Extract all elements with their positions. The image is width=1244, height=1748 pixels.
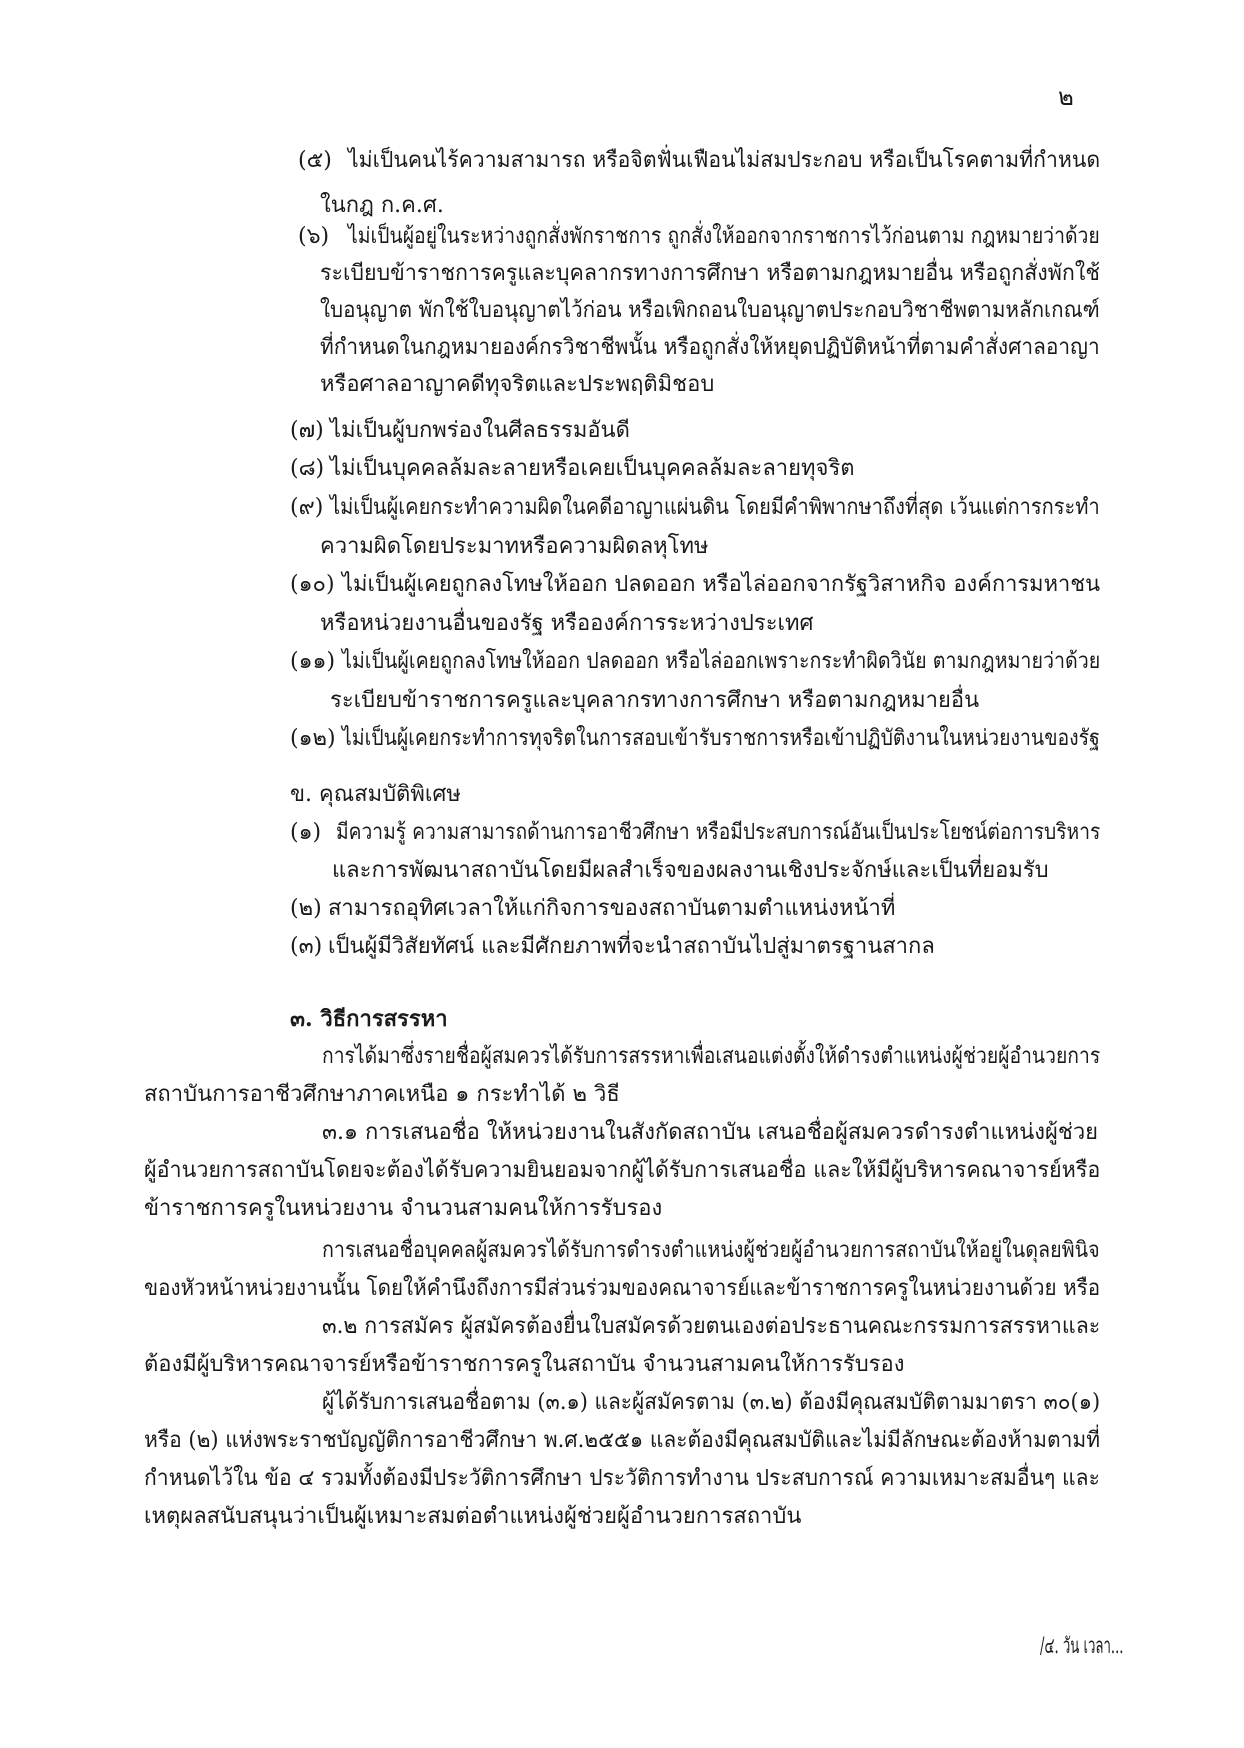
section-heading: ข. คุณสมบัติพิเศษ bbox=[290, 782, 461, 807]
item-text: ในกฎ ก.ค.ศ. bbox=[320, 193, 444, 218]
paragraph-line: กำหนดไว้ใน ข้อ ๔ รวมทั้งต้องมีประวัติการศึกษา ประวัติการทำงาน ประสบการณ์ ความเหมาะสมอื่นๆ และ bbox=[144, 1466, 1100, 1491]
item-number: (๖) bbox=[298, 224, 330, 249]
item-text: ไม่เป็นผู้อยู่ในระหว่างถูกสั่งพักราชการ ถูกสั่งให้ออกจากราชการไว้ก่อนตาม กฎหมายว่าด้วย bbox=[348, 224, 1100, 249]
next-page-reference: /๔. วัน เวลา... bbox=[1040, 1634, 1124, 1659]
item-text: ไม่เป็นผู้เคยกระทำความผิดในคดีอาญาแผ่นดิน โดยมีคำพิพากษาถึงที่สุด เว้นแต่การกระทำ bbox=[330, 495, 1100, 520]
item-text: สามารถอุทิศเวลาให้แก่กิจการของสถาบันตามตำแหน่งหน้าที่ bbox=[328, 896, 896, 921]
item-text: ความผิดโดยประมาทหรือความผิดลหุโทษ bbox=[320, 534, 709, 559]
item-number: (๑๒) bbox=[290, 726, 336, 751]
item-number: (๙) bbox=[290, 495, 324, 520]
item-number: (๘) bbox=[290, 456, 325, 481]
item-text: ไม่เป็นคนไร้ความสามารถ หรือจิตฟั่นเฟือนไม่สมประกอบ หรือเป็นโรคตามที่กำหนด bbox=[348, 148, 1101, 173]
item-number: (๑) bbox=[290, 820, 322, 845]
item-number: (๑๐) bbox=[290, 572, 335, 597]
item-text: มีความรู้ ความสามารถด้านการอาชีวศึกษา หรือมีประสบการณ์อันเป็นประโยชน์ต่อการบริหาร bbox=[336, 820, 1101, 845]
paragraph-line: หรือ (๒) แห่งพระราชบัญญัติการอาชีวศึกษา พ.ศ.๒๕๕๑ และต้องมีคุณสมบัติและไม่มีลักษณะต้องห้ามตามที่ bbox=[144, 1428, 1101, 1453]
paragraph-line: การได้มาซึ่งรายชื่อผู้สมควรได้รับการสรรหาเพื่อเสนอแต่งตั้งให้ดำรงตำแหน่งผู้ช่วยผู้อำนวยการ bbox=[322, 1044, 1101, 1069]
item-number: (๗) bbox=[290, 418, 324, 443]
paragraph-line: สถาบันการอาชีวศึกษาภาคเหนือ ๑ กระทำได้ ๒ วิธี bbox=[144, 1082, 620, 1107]
item-text: ไม่เป็นผู้เคยถูกลงโทษให้ออก ปลดออก หรือไล่ออกเพราะกระทำผิดวินัย ตามกฎหมายว่าด้วย bbox=[342, 649, 1101, 674]
item-text: ระเบียบข้าราชการครูและบุคลากรทางการศึกษา หรือตามกฎหมายอื่น bbox=[330, 688, 980, 713]
item-number: (๓) bbox=[290, 934, 323, 959]
item-number: (๑๑) bbox=[290, 649, 336, 674]
paragraph-line: ๓.๑ การเสนอชื่อ ให้หน่วยงานในสังกัดสถาบัน เสนอชื่อผู้สมควรดำรงตำแหน่งผู้ช่วย bbox=[322, 1120, 1099, 1145]
item-text: ใบอนุญาต พักใช้ใบอนุญาตไว้ก่อน หรือเพิกถอนใบอนุญาตประกอบวิชาชีพตามหลักเกณฑ์ bbox=[320, 298, 1100, 323]
paragraph-line: ต้องมีผู้บริหารคณาจารย์หรือข้าราชการครูในสถาบัน จำนวนสามคนให้การรับรอง bbox=[144, 1352, 905, 1377]
paragraph-line: ของหัวหน้าหน่วยงานนั้น โดยให้คำนึงถึงการมีส่วนร่วมของคณาจารย์และข้าราชการครูในหน่วยงานด้วย หรือ bbox=[144, 1276, 1101, 1301]
item-text: หรือหน่วยงานอื่นของรัฐ หรือองค์การระหว่างประเทศ bbox=[320, 611, 814, 636]
paragraph-line: ๓.๒ การสมัคร ผู้สมัครต้องยื่นใบสมัครด้วยตนเองต่อประธานคณะกรรมการสรรหาและ bbox=[322, 1314, 1101, 1339]
paragraph-line: ผู้อำนวยการสถาบันโดยจะต้องได้รับความยินยอมจากผู้ได้รับการเสนอชื่อ และให้มีผู้บริหารคณาจารย์หรือ bbox=[144, 1158, 1101, 1183]
item-number: (๒) bbox=[290, 896, 322, 921]
paragraph-line: เหตุผลสนับสนุนว่าเป็นผู้เหมาะสมต่อตำแหน่งผู้ช่วยผู้อำนวยการสถาบัน bbox=[144, 1504, 802, 1529]
paragraph-line: การเสนอชื่อบุคคลผู้สมควรได้รับการดำรงตำแหน่งผู้ช่วยผู้อำนวยการสถาบันให้อยู่ในดุลยพินิจ bbox=[322, 1238, 1100, 1263]
item-text: และการพัฒนาสถาบันโดยมีผลสำเร็จของผลงานเชิงประจักษ์และเป็นที่ยอมรับ bbox=[332, 858, 1049, 883]
page-number: ๒ bbox=[1058, 83, 1074, 111]
item-text: ไม่เป็นผู้เคยกระทำการทุจริตในการสอบเข้ารับราชการหรือเข้าปฏิบัติงานในหน่วยงานของรัฐ bbox=[342, 726, 1100, 751]
item-text: ไม่เป็นบุคคลล้มละลายหรือเคยเป็นบุคคลล้มละลายทุจริต bbox=[330, 456, 855, 481]
paragraph-line: ข้าราชการครูในหน่วยงาน จำนวนสามคนให้การรับรอง bbox=[144, 1196, 663, 1221]
item-text: ไม่เป็นผู้บกพร่องในศีลธรรมอันดี bbox=[330, 418, 630, 443]
item-text: หรือศาลอาญาคดีทุจริตและประพฤติมิชอบ bbox=[320, 372, 715, 397]
section-heading: ๓. วิธีการสรรหา bbox=[290, 1006, 448, 1032]
item-text: ระเบียบข้าราชการครูและบุคลากรทางการศึกษา หรือตามกฎหมายอื่น หรือถูกสั่งพักใช้ bbox=[320, 261, 1100, 286]
item-text: ที่กำหนดในกฎหมายองค์กรวิชาชีพนั้น หรือถูกสั่งให้หยุดปฏิบัติหน้าที่ตามคำสั่งศาลอาญา bbox=[320, 335, 1100, 360]
item-text: ไม่เป็นผู้เคยถูกลงโทษให้ออก ปลดออก หรือไล่ออกจากรัฐวิสาหกิจ องค์การมหาชน bbox=[342, 572, 1101, 597]
paragraph-line: ผู้ได้รับการเสนอชื่อตาม (๓.๑) และผู้สมัครตาม (๓.๒) ต้องมีคุณสมบัติตามมาตรา ๓๐(๑) bbox=[322, 1390, 1101, 1415]
item-number: (๕) bbox=[298, 148, 332, 173]
item-text: เป็นผู้มีวิสัยทัศน์ และมีศักยภาพที่จะนำสถาบันไปสู่มาตรฐานสากล bbox=[328, 934, 935, 959]
